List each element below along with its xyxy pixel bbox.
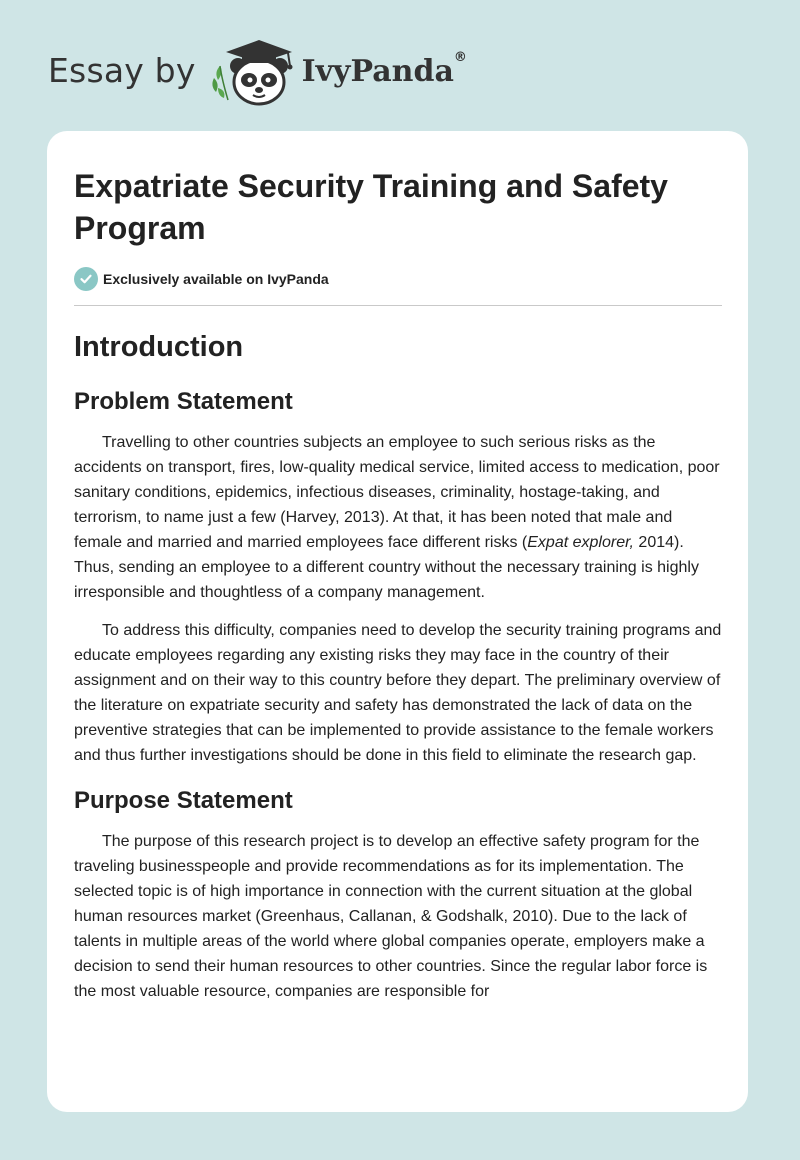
essay-card: [47, 131, 748, 1112]
paragraph: To address this difficulty, companies need to develop the security training programs and educate employees regarding any existing risks they may face in the country of their assignment and on their way to this country before they depart. The preliminary overview of the literature on expatriate security and safety has demonstrated the lack of data on the preventive strategies that can be implemented to provide assistance to the female workers and thus further investigations should be done in this field to eliminate the research gap.: [74, 622, 722, 764]
section-heading-introduction: Introduction: [74, 331, 244, 363]
brand-header: [48, 36, 467, 108]
exclusive-label: Exclusively available on IvyPanda: [103, 271, 329, 287]
exclusive-badge: [74, 267, 722, 291]
registered-mark: ®: [453, 49, 467, 65]
ivypanda-logo-icon: [210, 36, 306, 108]
citation-italic: Expat explorer,: [527, 534, 634, 551]
brand-prefix: Essay by: [48, 50, 196, 90]
checkmark-icon: [74, 267, 98, 291]
brand-name: IvyPanda®: [301, 49, 467, 89]
divider: [74, 305, 722, 306]
paragraph: The purpose of this research project is to develop an effective safety program for the traveling businesspeople and provide recommendations as for its implementation. The selected topic is of high importance in connection with the current situation at the global human resources market (Greenhaus, Callanan, & Godshalk, 2010). Due to the lack of talents in multiple areas of the world where global companies operate, employers make a decision to send their human resources to other countries. Since the regular labor force is the most valuable resource, companies are responsible for: [74, 833, 708, 1000]
subheading-problem-statement: Problem Statement: [74, 388, 293, 415]
essay-title: Expatriate Security Training and Safety Program: [74, 168, 668, 246]
paragraph: Travelling to other countries subjects an employee to such serious risks as the accidents on transport, fires, low-quality medical service, limited access to medication, poor sanitary conditions, epidemics, infectious diseases, criminality, hostage-taking, and terrorism, to name just a few (Harvey, 2013). At that, it has been noted that male and female and married and married employees face different risks (Expat explorer, 2014). Thus, sending an employee to a different country without the necessary training is highly irresponsible and thoughtless of a company management.: [74, 434, 720, 601]
subheading-purpose-statement: Purpose Statement: [74, 787, 293, 814]
